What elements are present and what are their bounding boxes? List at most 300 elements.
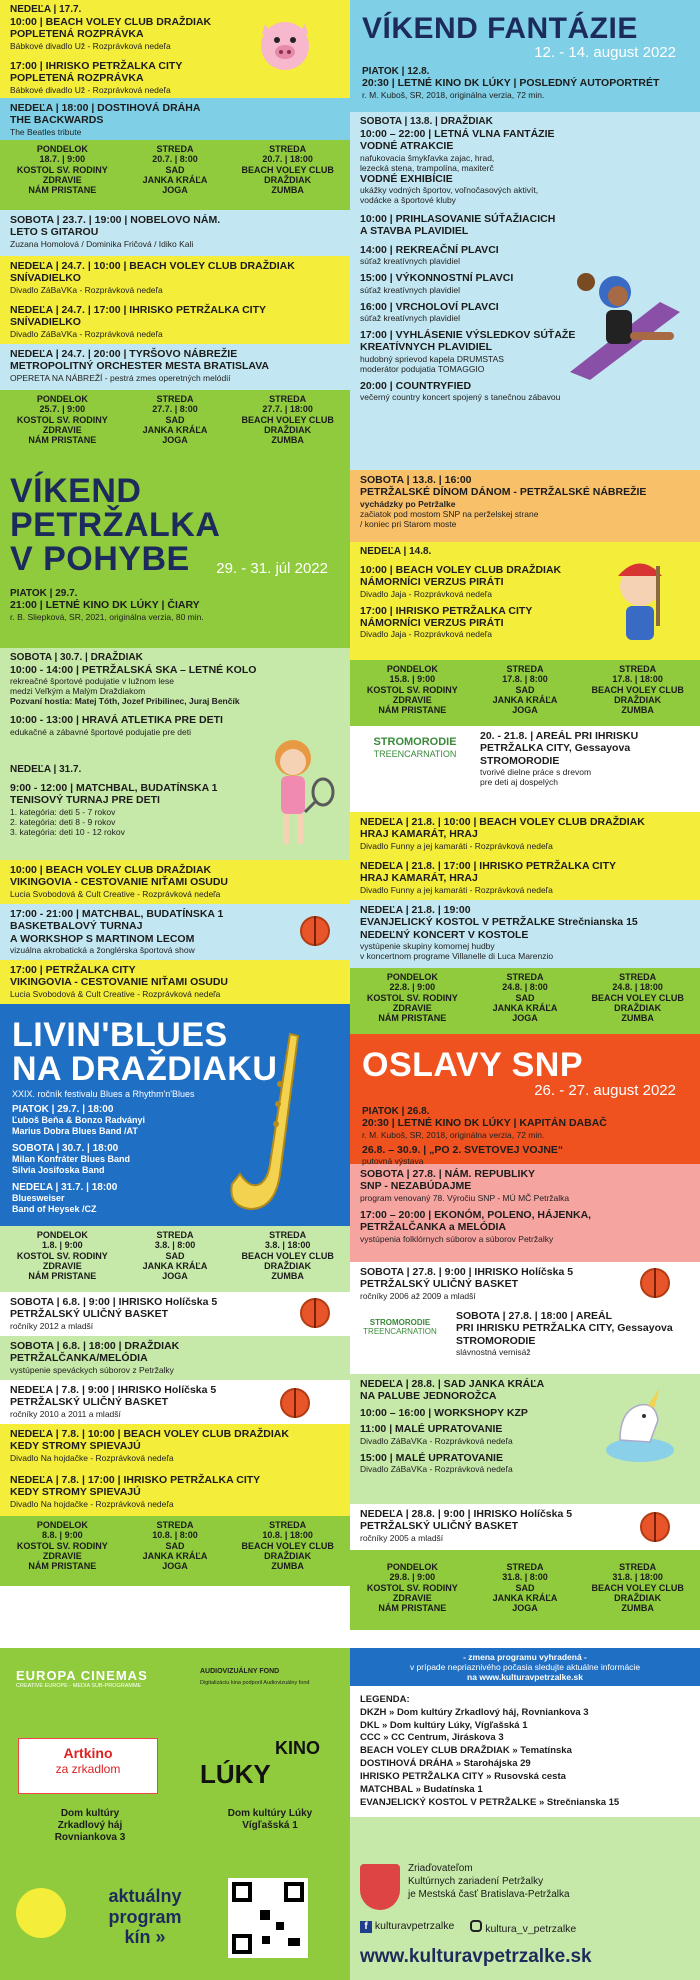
event-block bbox=[350, 470, 700, 542]
event-line: NEDEĽA | 28.8. | SAD JANKA KRÁĽA bbox=[360, 1378, 545, 1390]
event-sub: program venovaný 78. Výročiu SNP - MÚ MČ Petržalka bbox=[360, 1192, 570, 1203]
grid-cell-text: JOGA bbox=[162, 435, 188, 446]
event-title: PETRŽALČANKA/MELÓDIA bbox=[10, 1352, 148, 1365]
event-block bbox=[350, 1504, 700, 1550]
event-head: NEDEĽA | 31.7. bbox=[10, 764, 82, 775]
event-block bbox=[0, 904, 350, 960]
grid-cell-text: ZUMBA bbox=[271, 185, 304, 196]
event-sub: Pozvaní hostia: Matej Tóth, Jozef Pribilinec, Juraj Benčík bbox=[10, 696, 240, 707]
event-line: 17:00 - 21:00 | MATCHBAL, BUDATÍNSKA 1 bbox=[10, 908, 224, 920]
grid-cell-text: 10.8. | 8:00 bbox=[152, 1530, 198, 1541]
event-head: PIATOK | 12.8. bbox=[362, 65, 430, 77]
grid-cell-text: STREDA bbox=[269, 394, 307, 404]
grid-cell-text: DRAŽDIAK bbox=[264, 1261, 312, 1272]
event-line: 9:00 - 12:00 | MATCHBAL, BUDATÍNSKA 1 bbox=[10, 781, 218, 794]
event-line: NEDEĽA | 21.8. | 17:00 | IHRISKO PETRŽALKA CITY bbox=[360, 860, 616, 872]
grid-cell-text: STREDA bbox=[619, 664, 657, 674]
event-sub: 1. kategória: deti 5 - 7 rokov bbox=[10, 806, 116, 817]
program-link[interactable] bbox=[90, 1886, 200, 1948]
grid-cell bbox=[6, 1230, 119, 1288]
event-block bbox=[350, 900, 700, 968]
event-title: KEDY STROMY SPIEVAJÚ bbox=[10, 1486, 141, 1499]
event-sub: moderátor podujatia TOMAGGIO bbox=[360, 363, 485, 374]
grid-cell bbox=[581, 1562, 694, 1626]
logo-text: FOND bbox=[259, 1668, 280, 1675]
grid-cell-text: PONDELOK bbox=[386, 1562, 438, 1572]
event-head: NEDEĽA | 17.7. bbox=[10, 4, 82, 15]
logo-text: STROMORODIE bbox=[373, 736, 457, 748]
grid-cell-text: PONDELOK bbox=[36, 1520, 88, 1530]
grid-cell-text: ZUMBA bbox=[271, 1271, 304, 1282]
section-title: OSLAVY SNP bbox=[362, 1046, 584, 1084]
grid-cell-text: NÁM PRISTANE bbox=[28, 185, 97, 196]
grid-cell-text: 31.8. | 18:00 bbox=[612, 1572, 663, 1583]
saxophone-illustration bbox=[220, 1024, 340, 1224]
event-sub: Lucia Svobodová & Cult Creative - Rozprávková nedeľa bbox=[10, 888, 221, 899]
event-sub: vystúpenie speváckych súborov z Petržalky bbox=[10, 1364, 174, 1375]
event-line: SOBOTA | 23.7. | 19:00 | NOBELOVO NÁM. bbox=[10, 214, 221, 226]
event-title: VIKINGOVIA - CESTOVANIE NIŤAMI OSUDU bbox=[10, 976, 228, 989]
event-block bbox=[0, 1336, 350, 1380]
grid-cell-text: JOGA bbox=[162, 1561, 188, 1572]
organiser-text: je Mestská časť Bratislava-Petržalka bbox=[408, 1889, 570, 1900]
grid-cell-text: JANKA KRÁĽA bbox=[492, 1593, 558, 1604]
grid-cell-text: STREDA bbox=[156, 144, 194, 154]
grid-cell-text: 15.8. | 9:00 bbox=[389, 674, 436, 685]
event-title: PETRŽALSKÝ ULIČNÝ BASKET bbox=[360, 1278, 519, 1291]
event-block bbox=[350, 1164, 700, 1262]
grid-cell bbox=[581, 972, 694, 1030]
event-title: NÁMORNÍCI VERZUS PIRÁTI bbox=[360, 616, 504, 629]
weekly-grid bbox=[0, 1226, 350, 1292]
event-block bbox=[350, 542, 700, 660]
notice-box bbox=[350, 1648, 700, 1686]
grid-cell-text: ZDRAVIE bbox=[392, 1593, 432, 1604]
avf-logo bbox=[200, 1668, 340, 1687]
grid-cell-text: DRAŽDIAK bbox=[614, 1003, 662, 1014]
event-line: SOBOTA | 27.8. | 18:00 | AREÁL bbox=[456, 1310, 613, 1322]
event-line: NEDEĽA | 21.8. | 19:00 bbox=[360, 904, 471, 916]
pirate-illustration bbox=[590, 546, 690, 656]
facebook-link[interactable] bbox=[360, 1920, 454, 1935]
logo-text: LÚKY bbox=[200, 1759, 271, 1790]
grid-cell-text: STREDA bbox=[619, 1562, 657, 1572]
grid-cell bbox=[231, 394, 344, 454]
event-sub: Divadlo ZáBaVKa - Rozprávková nedeľa bbox=[10, 328, 163, 339]
event-sub: vystúpenie skupiny komornej hudby bbox=[360, 941, 495, 952]
grid-cell-text: JANKA KRÁĽA bbox=[142, 175, 208, 186]
grid-cell-text: DRAŽDIAK bbox=[264, 425, 312, 436]
grid-cell-text: JANKA KRÁĽA bbox=[142, 1261, 208, 1272]
grid-cell-text: JANKA KRÁĽA bbox=[142, 1551, 208, 1562]
grid-cell-text: JANKA KRÁĽA bbox=[142, 425, 208, 436]
grid-cell-text: BEACH VOLEY CLUB bbox=[241, 1250, 334, 1261]
event-sub: Divadlo Na hojdačke - Rozprávková nedeľa bbox=[10, 1498, 174, 1509]
weekly-grid bbox=[0, 140, 350, 210]
grid-cell-text: ZDRAVIE bbox=[42, 175, 82, 186]
event-title: NÁMORNÍCI VERZUS PIRÁTI bbox=[360, 576, 504, 589]
event-block bbox=[350, 856, 700, 900]
grid-cell-text: JOGA bbox=[512, 1603, 538, 1614]
grid-cell-text: JANKA KRÁĽA bbox=[492, 695, 558, 706]
performer: Ľuboš Beňa & Bonzo Radványi bbox=[12, 1115, 146, 1126]
event-sub: súťaž kreatívnych plavidiel bbox=[360, 256, 461, 267]
event-sub: 2. kategória: deti 8 - 9 rokov bbox=[10, 816, 116, 827]
event-sub: edukačné a zábavné športové podujatie pre deti bbox=[10, 726, 191, 737]
grid-cell-text: PONDELOK bbox=[36, 394, 88, 404]
legend-item: DKZH » Dom kultúry Zrkadlový háj, Rovniankova 3 bbox=[360, 1706, 589, 1718]
grid-cell-text: 20.7. | 18:00 bbox=[262, 154, 313, 165]
legend-item: LEGENDA: bbox=[360, 1694, 410, 1706]
section-fantazie bbox=[350, 0, 700, 112]
event-sub: / koniec pri Starom moste bbox=[360, 518, 457, 529]
event-title: POPLETENÁ ROZPRÁVKA bbox=[10, 28, 144, 41]
grid-cell bbox=[356, 972, 469, 1030]
event-sub: rekreačné športové podujatie v lužnom lese bbox=[10, 676, 174, 687]
section-title: VÍKEND PETRŽALKA bbox=[10, 472, 221, 544]
section-title: NA DRAŽDIAKU bbox=[12, 1050, 278, 1088]
event-line: 20:00 | COUNTRYFIED bbox=[360, 379, 472, 392]
lady-lounger-illustration bbox=[540, 262, 690, 382]
event-title: VODNÉ EXHIBÍCIE bbox=[360, 172, 453, 185]
event-block bbox=[0, 860, 350, 904]
grid-cell-text: PONDELOK bbox=[386, 972, 438, 982]
event-block bbox=[0, 760, 350, 860]
grid-cell-text: ZUMBA bbox=[621, 1603, 654, 1614]
grid-cell bbox=[356, 1562, 469, 1626]
event-title: POPLETENÁ ROZPRÁVKA bbox=[10, 72, 144, 85]
section-title: LIVIN'BLUES bbox=[12, 1016, 228, 1054]
section-date: 12. - 14. august 2022 bbox=[534, 44, 676, 61]
event-sub: ročníky 2010 a 2011 a mladší bbox=[10, 1408, 121, 1419]
event-sub: lezecká stena, trampolína, maxiterč bbox=[360, 162, 494, 173]
grid-cell-text: 18.7. | 9:00 bbox=[39, 154, 86, 165]
grid-cell-text: DRAŽDIAK bbox=[614, 695, 662, 706]
grid-cell-text: 10.8. | 18:00 bbox=[262, 1530, 313, 1541]
grid-cell-text: BEACH VOLEY CLUB bbox=[591, 992, 684, 1003]
grid-cell-text: BEACH VOLEY CLUB bbox=[241, 414, 334, 425]
event-sub: začiatok pod mostom SNP na perželskej strane bbox=[360, 508, 539, 519]
event-title: KEDY STROMY SPIEVAJÚ bbox=[10, 1440, 141, 1453]
section-date: 29. - 31. júl 2022 bbox=[216, 560, 328, 577]
grid-cell-text: JANKA KRÁĽA bbox=[492, 1003, 558, 1014]
grid-cell-text: STREDA bbox=[506, 1562, 544, 1572]
event-sub: Divadlo ZáBaVKa - Rozprávková nedeľa bbox=[360, 1463, 513, 1474]
grid-cell-text: SAD bbox=[165, 164, 185, 175]
legend-item: DKL » Dom kultúry Lúky, Vígľašská 1 bbox=[360, 1719, 528, 1731]
event-sub: nafukovacia šmykľavka zajac, hrad, bbox=[360, 152, 495, 163]
grid-cell-text: KOSTOL SV. RODINY bbox=[16, 414, 108, 425]
unicorn-illustration bbox=[580, 1380, 690, 1490]
event-block bbox=[0, 1470, 350, 1516]
grid-cell-text: 17.8. | 18:00 bbox=[612, 674, 663, 685]
performer: Marius Dobra Blues Band /AT bbox=[12, 1126, 138, 1137]
event-line: SOBOTA | 13.8. | 16:00 bbox=[360, 474, 472, 486]
grid-cell-text: ZUMBA bbox=[621, 1013, 654, 1024]
event-line: 21:00 | LETNÉ KINO DK LÚKY | ČIARY bbox=[10, 599, 200, 612]
performer: Milan Konfráter Blues Band bbox=[12, 1154, 131, 1165]
grid-cell bbox=[6, 1520, 119, 1582]
grid-cell bbox=[231, 144, 344, 206]
event-line: NEDEĽA | 18:00 | DOSTIHOVÁ DRÁHA bbox=[10, 102, 201, 114]
event-block bbox=[0, 256, 350, 300]
event-title: METROPOLITNÝ ORCHESTER MESTA BRATISLAVA bbox=[10, 360, 269, 373]
event-title: A WORKSHOP S MARTINOM LECOM bbox=[10, 932, 195, 945]
weekly-grid bbox=[0, 390, 350, 458]
event-line: 10:00 | PRIHLASOVANIE SÚŤAŽIACICH bbox=[360, 212, 556, 225]
event-title: PETRŽALČANKA a MELÓDIA bbox=[360, 1221, 507, 1234]
event-title: PETRŽALSKÝ ULIČNÝ BASKET bbox=[360, 1520, 519, 1533]
event-line: 10:00 – 16:00 | WORKSHOPY KZP bbox=[360, 1406, 528, 1419]
grid-cell bbox=[469, 972, 582, 1030]
social-links bbox=[360, 1920, 576, 1935]
event-line: SOBOTA | 6.8. | 9:00 | IHRISKO Holíčska 5 bbox=[10, 1296, 218, 1308]
section-title: V POHYBE bbox=[10, 540, 190, 578]
event-block bbox=[0, 1424, 350, 1470]
grid-cell-text: STREDA bbox=[156, 394, 194, 404]
event-title: KREATÍVNYCH PLAVIDIEL bbox=[360, 341, 493, 354]
girl-tennis-illustration bbox=[255, 730, 335, 860]
grid-cell bbox=[231, 1520, 344, 1582]
event-block bbox=[0, 344, 350, 390]
event-sub: v koncertnom programe Villanelle di Luca Marenzio bbox=[360, 951, 554, 962]
event-line: NEDEĽA | 21.8. | 10:00 | BEACH VOLEY CLUB DRAŽDIAK bbox=[360, 816, 645, 828]
europa-cinemas-logo bbox=[16, 1668, 166, 1690]
event-line: 20:30 | LETNÉ KINO DK LÚKY | KAPITÁN DABAČ bbox=[362, 1117, 607, 1130]
petrzalka-coat-of-arms bbox=[360, 1864, 400, 1910]
event-line: NEDEĽA | 24.7. | 17:00 | IHRISKO PETRŽALKA CITY bbox=[10, 304, 266, 316]
venue-text: Dom kultúry Lúky bbox=[227, 1808, 313, 1819]
event-line: NEDEĽA | 28.8. | 9:00 | IHRISKO Holíčska 5 bbox=[360, 1508, 573, 1520]
grid-cell-text: 24.8. | 18:00 bbox=[612, 982, 663, 993]
grid-cell-text: ZDRAVIE bbox=[392, 1003, 432, 1014]
event-sub: r. B. Sliepková, SR, 2021, originálna verzia, 80 min. bbox=[10, 611, 204, 622]
event-line: 17:00 | IHRISKO PETRŽALKA CITY bbox=[360, 604, 533, 617]
event-title: PETRŽALSKÝ ULIČNÝ BASKET bbox=[10, 1308, 169, 1321]
event-head: SOBOTA | 30.7. | 18:00 bbox=[12, 1142, 119, 1154]
event-sub: pre deti aj dospelých bbox=[480, 777, 558, 788]
grid-cell-text: SAD bbox=[515, 992, 535, 1003]
event-sub: vodácke a športové kluby bbox=[360, 194, 456, 205]
grid-cell-text: ZUMBA bbox=[271, 1561, 304, 1572]
section-blues bbox=[0, 1004, 350, 1226]
event-title: NA PALUBE JEDNOROŽCA bbox=[360, 1390, 497, 1403]
event-block bbox=[350, 726, 700, 812]
facebook-icon: f bbox=[360, 1921, 372, 1933]
event-title: VODNÉ ATRAKCIE bbox=[360, 140, 454, 153]
event-sub: ukážky vodných športov, voľnočasových aktivít, bbox=[360, 184, 539, 195]
event-block bbox=[350, 112, 700, 470]
organiser-text: Zriaďovateľom bbox=[408, 1863, 473, 1874]
grid-cell-text: JOGA bbox=[162, 1271, 188, 1282]
event-title: BASKETBALOVÝ TURNAJ bbox=[10, 920, 143, 933]
event-sub: r. M. Kuboš, SR, 2018, originálna verzia, 72 min. bbox=[362, 89, 545, 100]
event-line: 11:00 | MALÉ UPRATOVANIE bbox=[360, 1423, 503, 1436]
event-sub: Divadlo ZáBaVKa - Rozprávková nedeľa bbox=[360, 1435, 513, 1446]
event-block bbox=[350, 1306, 700, 1374]
venue-text: Vígľašská 1 bbox=[242, 1819, 298, 1831]
logo-text: TREENCARNATION bbox=[363, 1327, 437, 1337]
event-line: 15:00 | MALÉ UPRATOVANIE bbox=[360, 1451, 503, 1464]
grid-cell-text: STREDA bbox=[156, 1520, 194, 1530]
grid-cell-text: 17.8. | 8:00 bbox=[502, 674, 548, 685]
event-sub: OPERETA NA NÁBREŽÍ - pestrá zmes operetných melódií bbox=[10, 372, 231, 383]
instagram-icon bbox=[470, 1920, 482, 1932]
event-block bbox=[350, 812, 700, 856]
event-block bbox=[0, 300, 350, 344]
event-sub: slávnostná vernisáž bbox=[456, 1347, 531, 1358]
footer-left bbox=[0, 1648, 350, 1980]
organiser-text: Kultúrnych zariadení Petržalky bbox=[408, 1876, 544, 1887]
section-snp bbox=[350, 1034, 700, 1167]
grid-cell bbox=[6, 394, 119, 454]
event-line: NEDEĽA | 7.8. | 17:00 | IHRISKO PETRŽALKA CITY bbox=[10, 1474, 261, 1486]
event-line: PETRŽALKA CITY, Gessayova bbox=[480, 742, 631, 755]
weekly-grid bbox=[0, 1516, 350, 1586]
grid-cell-text: KOSTOL SV. RODINY bbox=[16, 1540, 108, 1551]
logo-text: za zrkadlom bbox=[55, 1761, 121, 1776]
weekly-grid bbox=[350, 968, 700, 1034]
weekly-grid bbox=[350, 1550, 700, 1630]
grid-cell-text: NÁM PRISTANE bbox=[378, 1603, 447, 1614]
film-reel-icon bbox=[16, 1888, 66, 1938]
grid-cell-text: KOSTOL SV. RODINY bbox=[366, 684, 458, 695]
basketball-icon bbox=[280, 1388, 310, 1418]
event-sub: Bábkové divadlo Už - Rozprávková nedeľa bbox=[10, 84, 171, 95]
grid-cell-text: 27.7. | 18:00 bbox=[262, 404, 313, 415]
section-date: 26. - 27. august 2022 bbox=[534, 1082, 676, 1099]
event-sub: Divadlo Jaja - Rozprávková nedeľa bbox=[360, 588, 492, 599]
event-line: SOBOTA | 27.8. | 9:00 | IHRISKO Holíčska 5 bbox=[360, 1266, 574, 1278]
basketball-icon bbox=[300, 1298, 330, 1328]
event-sub: ročníky 2012 a mladší bbox=[10, 1320, 94, 1331]
event-line: NEDEĽA | 7.8. | 9:00 | IHRISKO Holíčska 5 bbox=[10, 1384, 217, 1396]
grid-cell-text: 8.8. | 9:00 bbox=[42, 1530, 83, 1541]
grid-cell-text: 22.8. | 9:00 bbox=[389, 982, 436, 993]
venue-dkl bbox=[200, 1808, 340, 1832]
event-line: 26.8. – 30.9. | „PO 2. SVETOVEJ VOJNE“ bbox=[362, 1143, 564, 1156]
grid-cell bbox=[469, 664, 582, 722]
grid-cell-text: ZDRAVIE bbox=[392, 695, 432, 706]
grid-cell-text: STREDA bbox=[269, 1230, 307, 1240]
grid-cell bbox=[469, 1562, 582, 1626]
event-sub: súťaž kreatívnych plavidiel bbox=[360, 284, 461, 295]
event-head: SOBOTA | 13.8. | DRAŽDIAK bbox=[360, 116, 493, 127]
event-head: PIATOK | 29.7. bbox=[10, 587, 78, 599]
grid-cell bbox=[6, 144, 119, 206]
grid-cell-text: SAD bbox=[165, 1540, 185, 1551]
event-line: 17:00 | PETRŽALKA CITY bbox=[10, 964, 136, 976]
grid-cell-text: BEACH VOLEY CLUB bbox=[591, 1582, 684, 1593]
event-line: 10:00 - 13:00 | HRAVÁ ATLETIKA PRE DETI bbox=[10, 714, 223, 727]
grid-cell-text: BEACH VOLEY CLUB bbox=[241, 1540, 334, 1551]
event-line: EVANJELICKÝ KOSTOL V PETRŽALKE Strečnianska 15 bbox=[360, 916, 638, 929]
event-head: NEDEĽA | 31.7. | 18:00 bbox=[12, 1181, 118, 1193]
section-pohyb bbox=[0, 458, 350, 648]
venue-text: Dom kultúry bbox=[60, 1808, 120, 1819]
event-line: 15:00 | VÝKONNOSTNÍ PLAVCI bbox=[360, 272, 514, 285]
event-title: THE BACKWARDS bbox=[10, 114, 104, 127]
grid-cell bbox=[119, 144, 232, 206]
legend-item: DOSTIHOVÁ DRÁHA » Starohájska 29 bbox=[360, 1758, 531, 1770]
event-title: SNÍVADIELKO bbox=[10, 316, 81, 329]
website-link[interactable]: www.kulturavpetrzalke.sk bbox=[360, 1946, 592, 1967]
event-title: PETRŽALSKÉ DÍNOM DÁNOM - PETRŽALSKÉ NÁBREŽIE bbox=[360, 486, 647, 499]
event-line: PRI IHRISKU PETRŽALKA CITY, Gessayova bbox=[456, 1322, 673, 1335]
basketball-icon bbox=[300, 916, 330, 946]
instagram-link[interactable] bbox=[470, 1920, 576, 1935]
grid-cell-text: KOSTOL SV. RODINY bbox=[366, 1582, 458, 1593]
legend-item: IHRISKO PETRŽALKA CITY » Rusovská cesta bbox=[360, 1770, 566, 1782]
grid-cell-text: ZDRAVIE bbox=[42, 1261, 82, 1272]
stromorodie-logo-small bbox=[360, 1318, 440, 1362]
grid-cell-text: ZUMBA bbox=[621, 705, 654, 716]
grid-cell-text: BEACH VOLEY CLUB bbox=[241, 164, 334, 175]
logo-text: Artkino bbox=[63, 1745, 113, 1761]
event-block bbox=[0, 1380, 350, 1424]
event-sub: vizuálna akrobatická a žonglérska športová show bbox=[10, 945, 195, 956]
event-sub: vystúpenia folklórnych súborov a súborov Petržalky bbox=[360, 1233, 554, 1244]
grid-cell-text: NÁM PRISTANE bbox=[28, 1271, 97, 1282]
grid-cell-text: 20.7. | 8:00 bbox=[152, 154, 198, 165]
event-line: NEDEĽA | 7.8. | 10:00 | BEACH VOLEY CLUB DRAŽDIAK bbox=[10, 1428, 289, 1440]
grid-cell-text: 24.8. | 8:00 bbox=[502, 982, 548, 993]
grid-cell-text: JOGA bbox=[162, 185, 188, 196]
grid-cell-text: STREDA bbox=[269, 1520, 307, 1530]
logo-text: Digitalizáciu kina podporil Audiovizuálny fond bbox=[200, 1680, 310, 1687]
grid-cell-text: KOSTOL SV. RODINY bbox=[16, 164, 108, 175]
notice-text: v prípade nepriaznivého počasia sledujte aktuálne informácie bbox=[409, 1662, 641, 1673]
footer-right bbox=[350, 1648, 700, 1980]
event-sub: súťaž kreatívnych plavidiel bbox=[360, 312, 461, 323]
qr-code[interactable] bbox=[228, 1878, 308, 1958]
grid-cell-text: PONDELOK bbox=[36, 1230, 88, 1240]
event-line: 10:00 – 22:00 | LETNÁ VLNA FANTÁZIE bbox=[360, 127, 555, 140]
event-sub: Divadlo Funny a jej kamaráti - Rozprávková nedeľa bbox=[360, 840, 553, 851]
event-head: PIATOK | 26.8. bbox=[362, 1105, 430, 1117]
grid-cell-text: 27.7. | 8:00 bbox=[152, 404, 198, 415]
event-sub: tvorivé dielne práce s drevom bbox=[480, 767, 592, 778]
event-sub: r. M. Kuboš, SR, 2018, originálna verzia, 72 min. bbox=[362, 1129, 545, 1140]
kino-luky-logo bbox=[200, 1738, 320, 1794]
event-sub: ročníky 2006 až 2009 a mladší bbox=[360, 1290, 476, 1301]
grid-cell-text: BEACH VOLEY CLUB bbox=[591, 684, 684, 695]
pig-illustration bbox=[250, 6, 320, 76]
program-text: kín » bbox=[124, 1927, 166, 1948]
grid-cell-text: SAD bbox=[165, 414, 185, 425]
grid-cell-text: NÁM PRISTANE bbox=[378, 705, 447, 716]
grid-cell-text: STREDA bbox=[506, 664, 544, 674]
event-title: HRAJ KAMARÁT, HRAJ bbox=[360, 872, 478, 885]
event-title: SNP - NEZABÚDAJME bbox=[360, 1180, 472, 1193]
event-block bbox=[0, 210, 350, 256]
performer: Silvia Josifoska Band bbox=[12, 1165, 105, 1176]
grid-cell-text: STREDA bbox=[269, 144, 307, 154]
grid-cell-text: 31.8. | 8:00 bbox=[502, 1572, 548, 1583]
basketball-icon bbox=[640, 1512, 670, 1542]
event-sub: ročníky 2005 a mladší bbox=[360, 1532, 444, 1543]
event-line: 10:00 | BEACH VOLEY CLUB DRAŽDIAK bbox=[10, 864, 212, 876]
section-title: VÍKEND FANTÁZIE bbox=[362, 12, 638, 45]
logo-text: KINO bbox=[275, 1738, 320, 1758]
legend-item: MATCHBAL » Budatínska 1 bbox=[360, 1783, 483, 1795]
event-sub: hudobný sprievod kapela DRUMSTAS bbox=[360, 353, 504, 364]
notice-text: - zmena programu vyhradená - bbox=[463, 1652, 587, 1662]
event-sub: vychádzky po Petržalke bbox=[360, 498, 456, 509]
event-title: TENISOVÝ TURNAJ PRE DETI bbox=[10, 794, 160, 807]
venue-text: Rovniankova 3 bbox=[54, 1831, 126, 1843]
program-text: program bbox=[108, 1906, 182, 1927]
